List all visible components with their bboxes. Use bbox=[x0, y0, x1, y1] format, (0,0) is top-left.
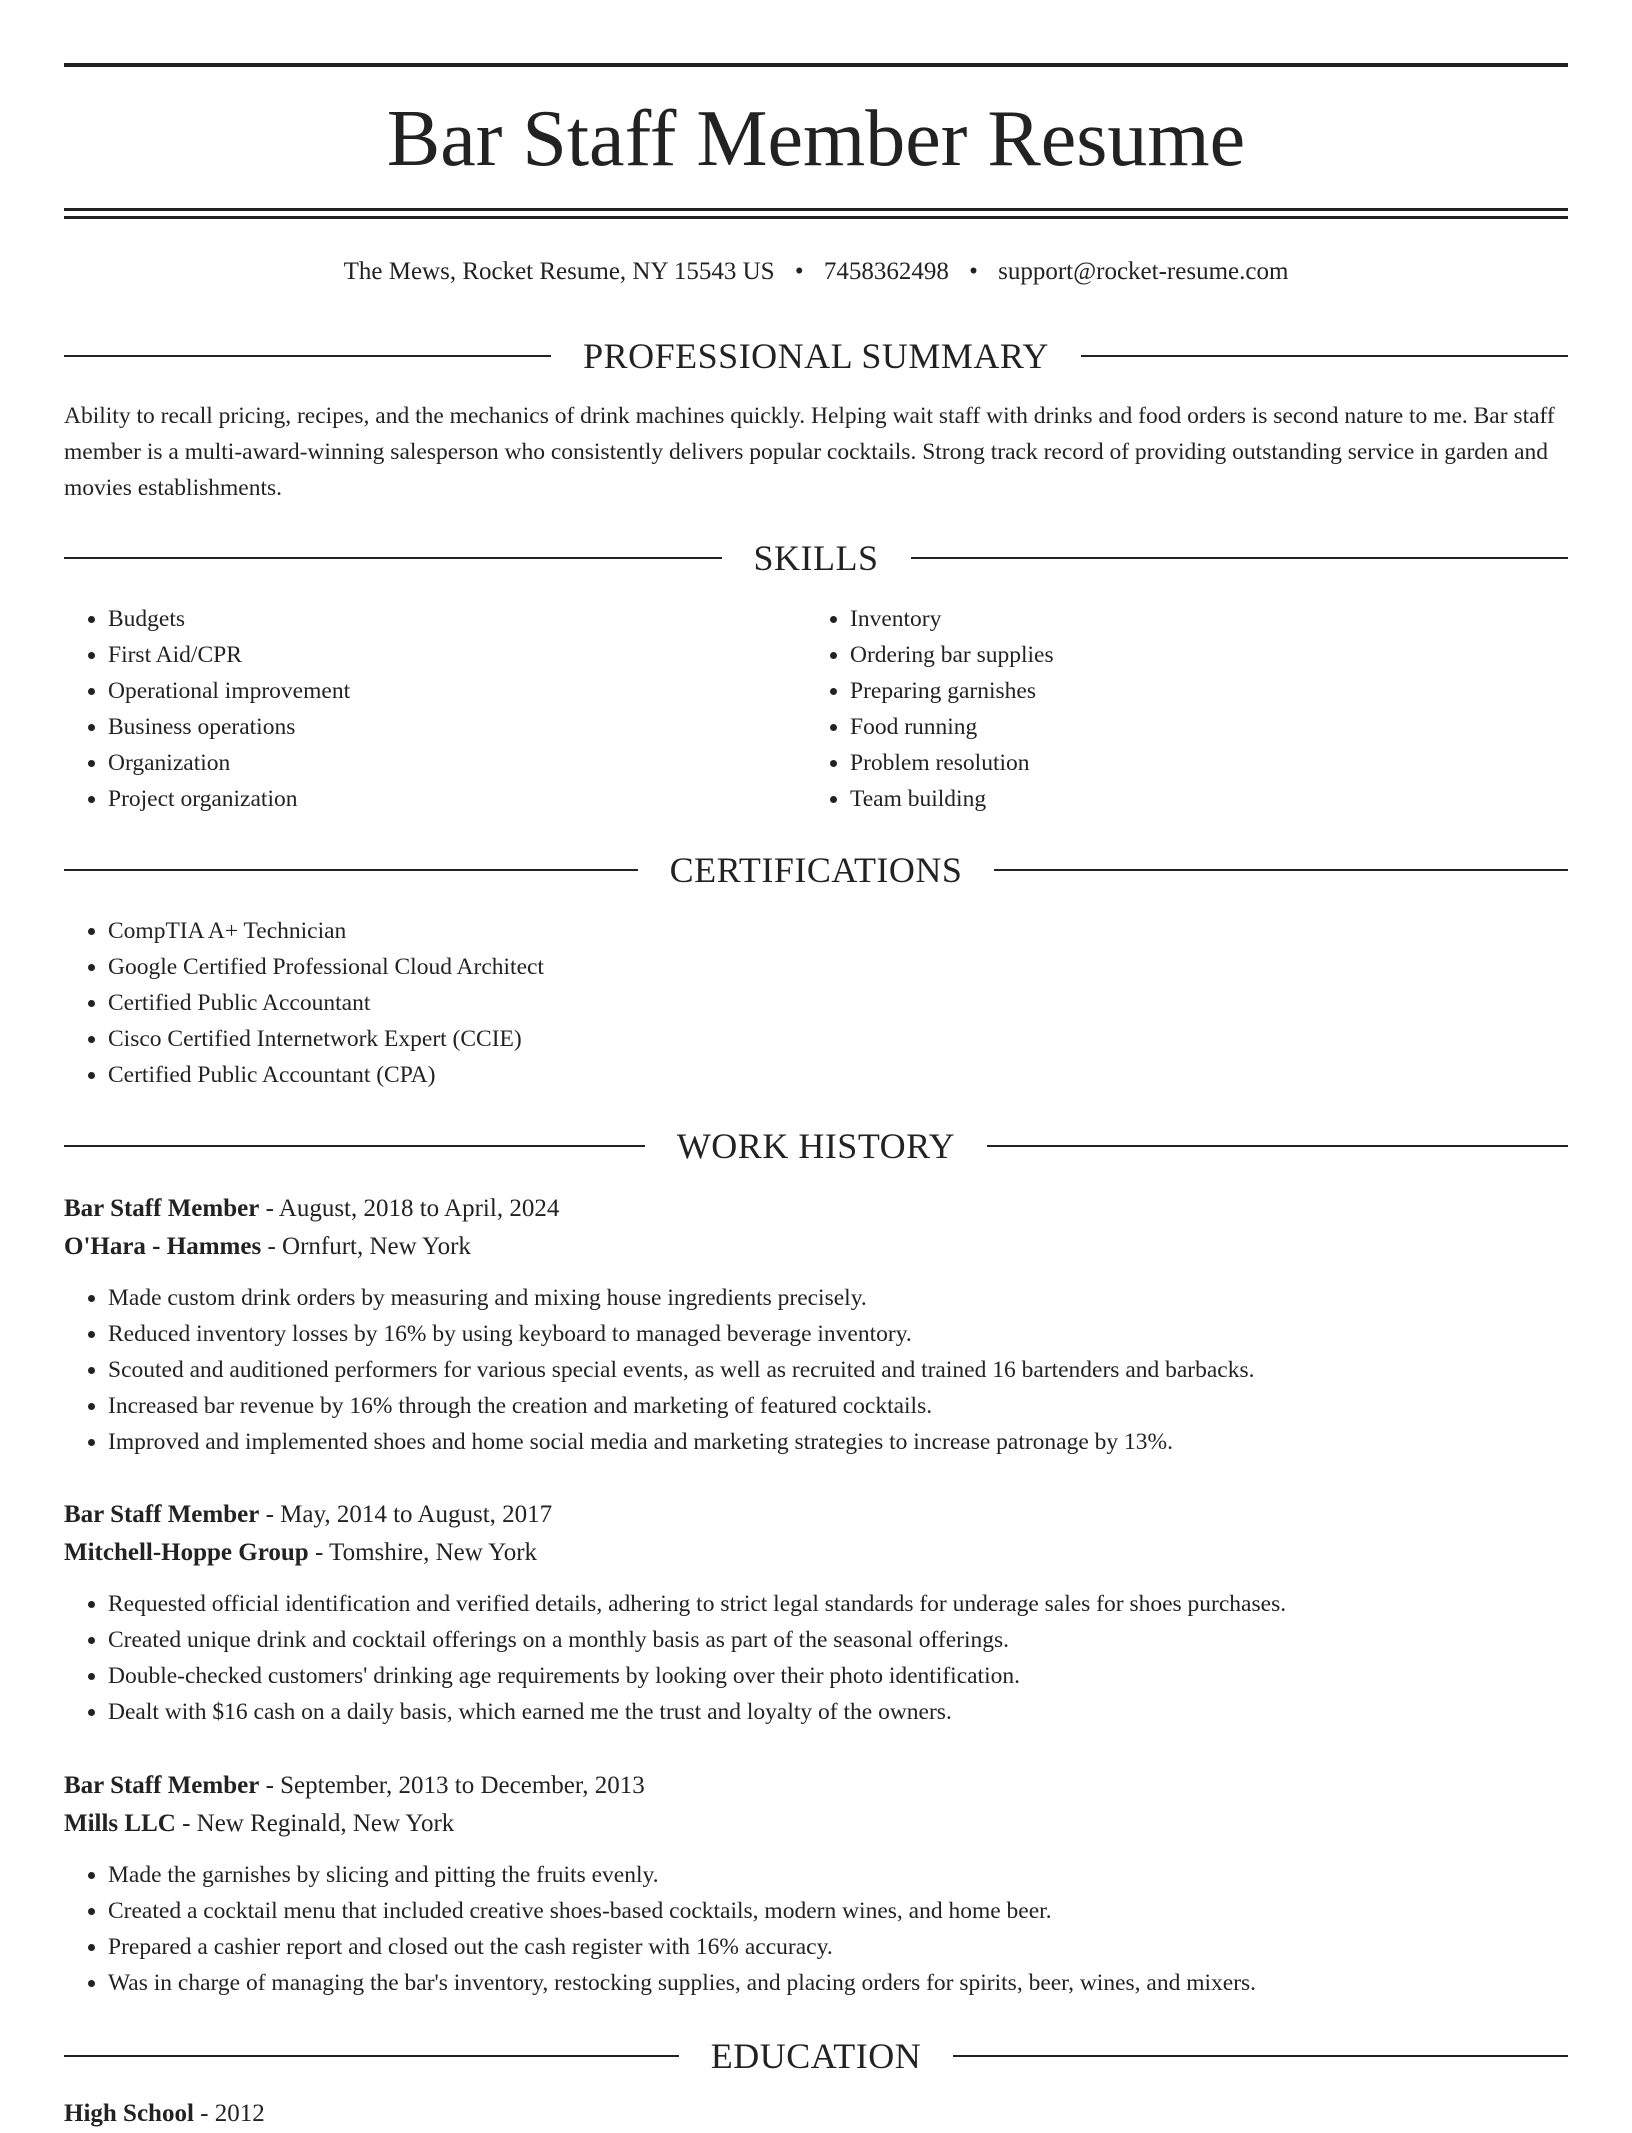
list-item: • First Aid/CPR bbox=[108, 637, 764, 673]
job-company: Mills LLC bbox=[64, 1810, 176, 1837]
contact-address: The Mews, Rocket Resume, NY 15543 US bbox=[343, 258, 775, 285]
list-item: • Scouted and auditioned performers for various special events, as well as recruited and trained 16 bartenders and barbacks. bbox=[108, 1352, 1568, 1388]
list-item: • Organization bbox=[108, 745, 764, 781]
job-title-line bbox=[64, 1767, 1568, 1805]
job-bullets bbox=[64, 1586, 1568, 1730]
heading-rule-right bbox=[994, 869, 1568, 871]
heading-rule-left bbox=[64, 1145, 645, 1147]
job-title: Bar Staff Member bbox=[64, 1501, 260, 1528]
certifications-list bbox=[64, 913, 1568, 1093]
list-item: • Made custom drink orders by measuring and mixing house ingredients precisely. bbox=[108, 1280, 1568, 1316]
list-item: • Problem resolution bbox=[850, 745, 1506, 781]
job-title: Bar Staff Member bbox=[64, 1195, 260, 1222]
heading-rule-right bbox=[911, 557, 1569, 559]
heading-rule-right bbox=[1081, 355, 1568, 357]
list-item: • Dealt with $16 cash on a daily basis, which earned me the trust and loyalty of the owners. bbox=[108, 1694, 1568, 1730]
resume-title: Bar Staff Member Resume bbox=[386, 95, 1246, 183]
contact-phone: 7458362498 bbox=[823, 258, 949, 285]
list-item: • Made the garnishes by slicing and pitting the fruits evenly. bbox=[108, 1857, 1568, 1893]
list-item: • Operational improvement bbox=[108, 673, 764, 709]
job-bullets bbox=[64, 1280, 1568, 1460]
section-heading-summary bbox=[64, 332, 1568, 380]
list-item: • Certified Public Accountant bbox=[108, 985, 1568, 1021]
list-item: • Created unique drink and cocktail offerings on a monthly basis as part of the seasonal offerings. bbox=[108, 1622, 1568, 1658]
job-dates: - May, 2014 to August, 2017 bbox=[259, 1501, 553, 1528]
job-entry-3 bbox=[64, 1767, 1568, 2001]
list-item: • Budgets bbox=[108, 601, 764, 637]
list-item: • Prepared a cashier report and closed out the cash register with 16% accuracy. bbox=[108, 1929, 1568, 1965]
section-title: CERTIFICATIONS bbox=[669, 850, 963, 890]
job-company: Mitchell-Hoppe Group bbox=[64, 1539, 309, 1566]
list-item: • Certified Public Accountant (CPA) bbox=[108, 1057, 1568, 1093]
heading-rule-left bbox=[64, 869, 638, 871]
education-year: - 2012 bbox=[193, 2100, 265, 2127]
job-title: Bar Staff Member bbox=[64, 1772, 260, 1799]
job-dates: - September, 2013 to December, 2013 bbox=[259, 1772, 645, 1799]
skills-list-right bbox=[806, 601, 1506, 817]
job-title-line bbox=[64, 1496, 1568, 1534]
title-double-rule-upper bbox=[64, 208, 1568, 211]
certifications-block bbox=[64, 913, 1568, 1093]
job-bullets bbox=[64, 1857, 1568, 2001]
list-item: • Requested official identification and verified details, adhering to strict legal standards for underage sales for shoes purchases. bbox=[108, 1586, 1568, 1622]
section-title: SKILLS bbox=[753, 538, 879, 578]
list-item: • Was in charge of managing the bar's inventory, restocking supplies, and placing orders for spirits, beer, wines, and mixers. bbox=[108, 1965, 1568, 2001]
summary-text: Ability to recall pricing, recipes, and the mechanics of drink machines quickly. Helping wait staff with drinks and food orders is second nature to me. Bar staff member is a multi-award-winning salesperson who consistently delivers popular cocktails. Strong track record of providing outstanding service in garden and movies establishments. bbox=[64, 403, 1555, 501]
list-item: • CompTIA A+ Technician bbox=[108, 913, 1568, 949]
job-location: - Ornfurt, New York bbox=[261, 1233, 471, 1260]
title-double-rule-lower bbox=[64, 216, 1568, 219]
contact-email: support@rocket-resume.com bbox=[998, 258, 1289, 285]
section-title: WORK HISTORY bbox=[676, 1126, 956, 1166]
section-heading-certifications bbox=[64, 846, 1568, 894]
list-item: • Google Certified Professional Cloud Architect bbox=[108, 949, 1568, 985]
job-company: O'Hara - Hammes bbox=[64, 1233, 262, 1260]
list-item: • Project organization bbox=[108, 781, 764, 817]
job-location: - Tomshire, New York bbox=[308, 1539, 538, 1566]
section-title: PROFESSIONAL SUMMARY bbox=[583, 336, 1049, 376]
heading-rule-left bbox=[64, 2055, 679, 2057]
heading-rule-left bbox=[64, 355, 551, 357]
section-heading-work-history bbox=[64, 1122, 1568, 1170]
list-item: • Food running bbox=[850, 709, 1506, 745]
skills-column-right bbox=[806, 601, 1506, 817]
list-item: • Reduced inventory losses by 16% by using keyboard to managed beverage inventory. bbox=[108, 1316, 1568, 1352]
contact-line bbox=[64, 252, 1568, 292]
list-item: • Improved and implemented shoes and home social media and marketing strategies to increase patronage by 13%. bbox=[108, 1424, 1568, 1460]
list-item: • Increased bar revenue by 16% through the creation and marketing of featured cocktails. bbox=[108, 1388, 1568, 1424]
job-company-line bbox=[64, 1534, 1568, 1572]
job-entry-2 bbox=[64, 1496, 1568, 1730]
job-location: - New Reginald, New York bbox=[175, 1810, 455, 1837]
list-item: • Created a cocktail menu that included creative shoes-based cocktails, modern wines, and home beer. bbox=[108, 1893, 1568, 1929]
heading-rule-right bbox=[953, 2055, 1568, 2057]
section-heading-skills bbox=[64, 534, 1568, 582]
list-item: • Cisco Certified Internetwork Expert (CCIE) bbox=[108, 1021, 1568, 1057]
section-heading-education bbox=[64, 2032, 1568, 2080]
section-title: EDUCATION bbox=[710, 2036, 922, 2076]
skills-column-left bbox=[64, 601, 764, 817]
job-company-line bbox=[64, 1805, 1568, 1843]
list-item: • Preparing garnishes bbox=[850, 673, 1506, 709]
education-entry bbox=[64, 2095, 265, 2133]
list-item: • Ordering bar supplies bbox=[850, 637, 1506, 673]
heading-rule-right bbox=[987, 1145, 1568, 1147]
contact-separator: • bbox=[969, 258, 978, 285]
contact-separator: • bbox=[794, 258, 804, 285]
list-item: • Inventory bbox=[850, 601, 1506, 637]
education-school: High School bbox=[64, 2100, 194, 2127]
skills-list-left bbox=[64, 601, 764, 817]
job-dates: - August, 2018 to April, 2024 bbox=[259, 1195, 560, 1222]
top-rule bbox=[64, 63, 1568, 67]
job-entry-1 bbox=[64, 1190, 1568, 1460]
heading-rule-left bbox=[64, 557, 722, 559]
job-title-line bbox=[64, 1190, 1568, 1228]
job-company-line bbox=[64, 1228, 1568, 1266]
list-item: • Team building bbox=[850, 781, 1506, 817]
list-item: • Business operations bbox=[108, 709, 764, 745]
list-item: • Double-checked customers' drinking age requirements by looking over their photo identification. bbox=[108, 1658, 1568, 1694]
